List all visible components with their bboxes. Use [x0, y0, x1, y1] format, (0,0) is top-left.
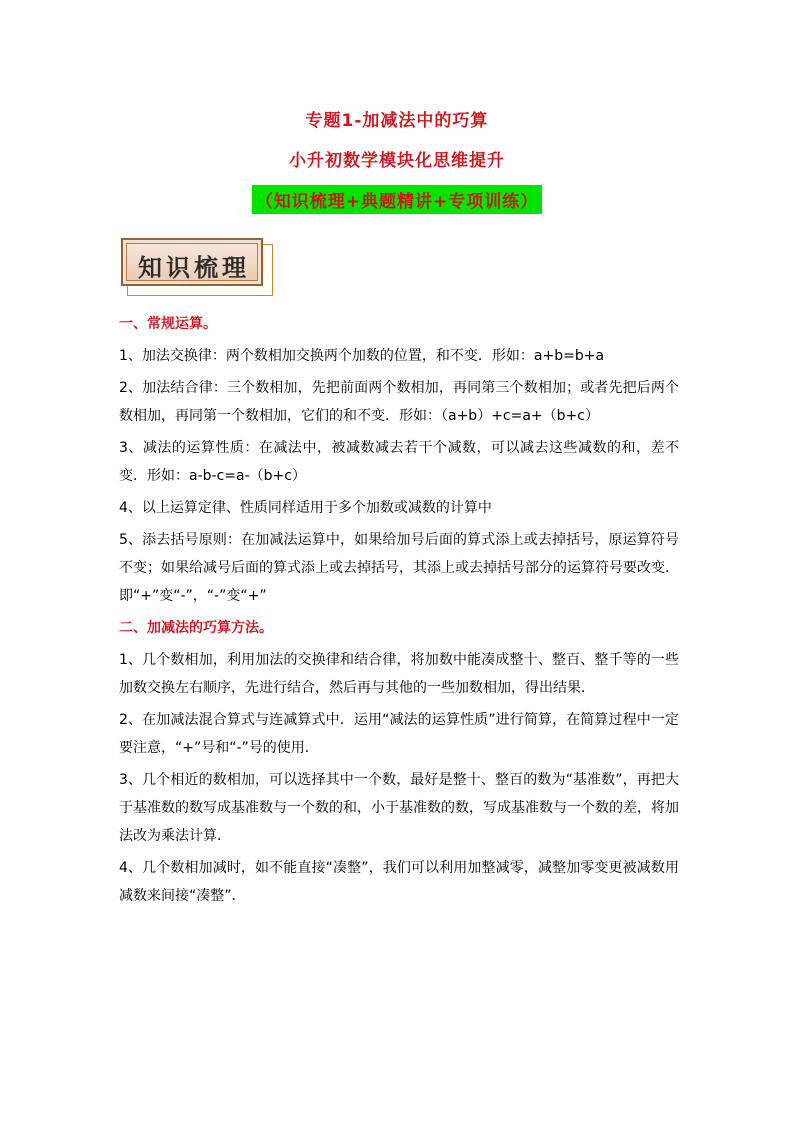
- document-subtitle: 小升初数学模块化思维提升: [289, 151, 505, 171]
- list-item: 4、几个数相加减时，如不能直接“凑整”，我们可以利用加整减零，减整加零变更被减数用减数来间接“凑整”．: [119, 860, 679, 904]
- list-item: 3、减法的运算性质：在减法中，被减数减去若干个减数，可以减去这些减数的和，差不变．形如：a-b-c=a-（b+c）: [119, 440, 679, 484]
- document-tagline-wrap: [0, 185, 794, 214]
- list-item: 5、添去括号原则：在加减法运算中，如果给加号后面的算式添上或去掉括号，原运算符号不变；如果给减号后面的算式添上或去掉括号，其添上或去掉括号部分的运算符号要改变．即“+”变“-”，“-”变“+”: [119, 532, 679, 604]
- list-item: 3、几个相近的数相加，可以选择其中一个数，最好是整十、整百的数为“基准数”，再把大于基准数的数写成基准数与一个数的和，小于基准数的数，写成基准数与一个数的差，将加法改为乘法计算．: [119, 772, 679, 844]
- list-item: 1、加法交换律：两个数相加交换两个加数的位置，和不变．形如：a+b=b+a: [119, 348, 605, 364]
- document-body: [119, 310, 679, 910]
- banner-label: 知识梳理: [138, 253, 250, 282]
- list-item: 4、以上运算定律、性质同样适用于多个加数或减数的计算中: [119, 500, 492, 516]
- list-item: 2、在加减法混合算式与连减算式中．运用“减法的运算性质”进行简算，在简算过程中一定要注意，“+”号和“-”号的使用．: [119, 712, 679, 756]
- list-item: 1、几个数相加，利用加法的交换律和结合律，将加数中能凑成整十、整百、整千等的一些加数交换左右顺序，先进行结合，然后再与其他的一些加数相加，得出结果．: [119, 652, 679, 696]
- section-heading-regular-operations: 一、常规运算。: [119, 316, 217, 332]
- section-heading-clever-methods: 二、加减法的巧算方法。: [119, 620, 273, 636]
- document-tagline: （知识梳理+典题精讲+专项训练）: [252, 185, 543, 214]
- document-title: 专题1-加减法中的巧算: [305, 111, 489, 131]
- list-item: 2、加法结合律：三个数相加，先把前面两个数相加，再同第三个数相加；或者先把后两个数相加，再同第一个数相加，它们的和不变．形如：（a+b）+c=a+（b+c）: [119, 380, 679, 424]
- section-banner: [121, 238, 273, 294]
- banner-plate: [121, 238, 263, 286]
